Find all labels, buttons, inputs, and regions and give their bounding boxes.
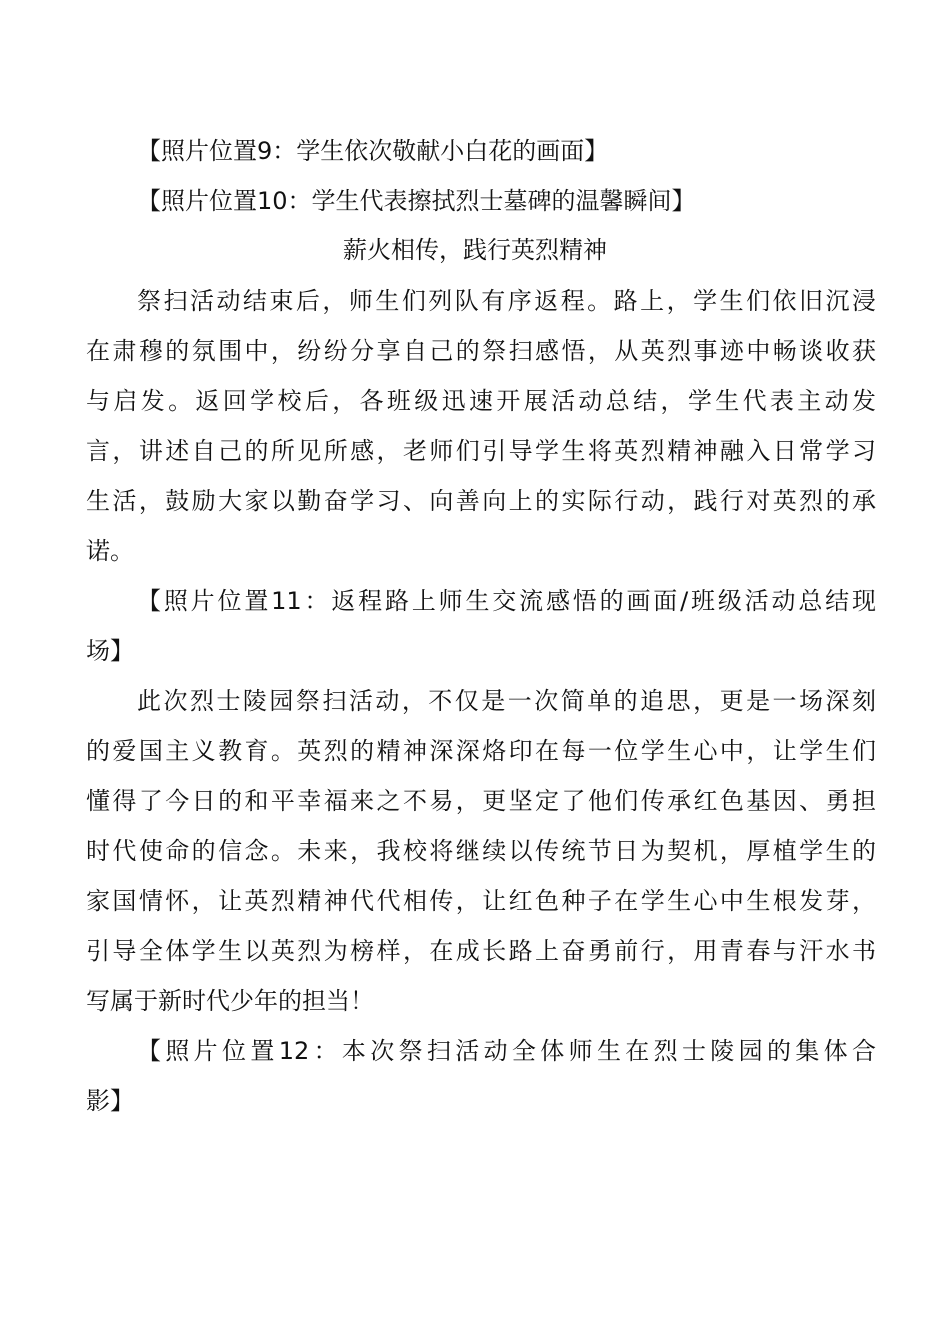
photo-caption-12-cont: 影】 <box>86 1087 134 1115</box>
paragraph-2-line: 时代使命的信念。未来，我校将继续以传统节日为契机，厚植学生的 <box>86 837 876 865</box>
paragraph-1-line: 言，讲述自己的所见所感，老师们引导学生将英烈精神融入日常学习 <box>86 437 876 465</box>
section-heading: 薪火相传，践行英烈精神 <box>343 236 607 264</box>
photo-caption-9: 【照片位置9：学生依次敬献小白花的画面】 <box>137 137 609 165</box>
paragraph-1-line: 与启发。返回学校后，各班级迅速开展活动总结，学生代表主动发 <box>86 387 876 415</box>
photo-caption-10: 【照片位置10：学生代表擦拭烈士墓碑的温馨瞬间】 <box>137 187 696 215</box>
paragraph-2-line: 写属于新时代少年的担当！ <box>86 987 374 1015</box>
photo-caption-12: 【照片位置12：本次祭扫活动全体师生在烈士陵园的集体合 <box>137 1037 876 1065</box>
paragraph-2-line: 家国情怀，让英烈精神代代相传，让红色种子在学生心中生根发芽， <box>86 887 876 915</box>
paragraph-1-line: 诺。 <box>86 537 134 565</box>
paragraph-2-line: 引导全体学生以英烈为榜样，在成长路上奋勇前行，用青春与汗水书 <box>86 937 876 965</box>
paragraph-1-line: 在肃穆的氛围中，纷纷分享自己的祭扫感悟，从英烈事迹中畅谈收获 <box>86 337 876 365</box>
paragraph-2-line: 此次烈士陵园祭扫活动，不仅是一次简单的追思，更是一场深刻 <box>137 687 876 715</box>
paragraph-2-line: 的爱国主义教育。英烈的精神深深烙印在每一位学生心中，让学生们 <box>86 737 876 765</box>
paragraph-2-line: 懂得了今日的和平幸福来之不易，更坚定了他们传承红色基因、勇担 <box>86 787 876 815</box>
paragraph-1-line: 生活，鼓励大家以勤奋学习、向善向上的实际行动，践行对英烈的承 <box>86 487 876 515</box>
photo-caption-11-cont: 场】 <box>86 637 134 665</box>
photo-caption-11: 【照片位置11：返程路上师生交流感悟的画面/班级活动总结现 <box>137 587 876 615</box>
paragraph-1-line: 祭扫活动结束后，师生们列队有序返程。路上，学生们依旧沉浸 <box>137 287 876 315</box>
